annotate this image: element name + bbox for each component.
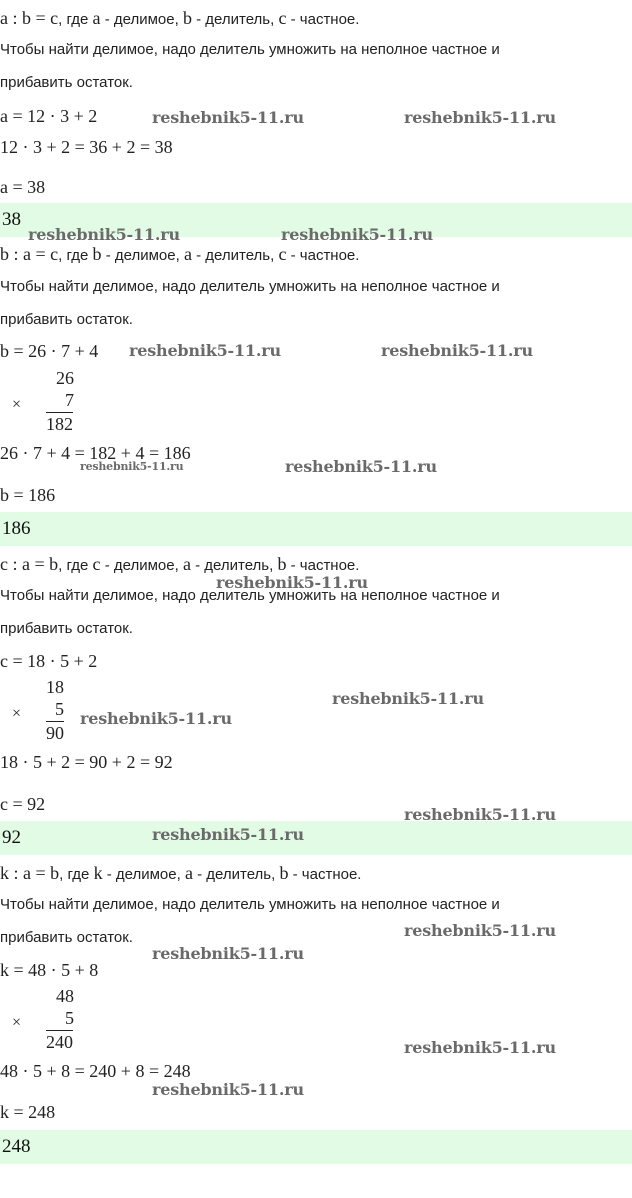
calculation: 26 · 7 + 4 = 182 + 4 = 186 [0,443,191,463]
answer-band [0,821,632,855]
rule-text-line-1: Чтобы найти делимое, надо делитель умножить на неполное частное и [0,587,500,604]
product: 182 [46,414,73,434]
rule-text-line-1: Чтобы найти делимое, надо делитель умножить на неполное частное и [0,278,500,295]
answer-value: 92 [2,827,21,848]
product: 240 [46,1032,73,1052]
definition-line: k : a = b, где k - делимое, a - делитель, b - частное. [0,863,362,883]
watermark: reshebnik5-11.ru [152,1080,304,1099]
rule-text-line-1: Чтобы найти делимое, надо делитель умножить на неполное частное и [0,41,500,58]
rule-text-line-2: прибавить остаток. [0,620,133,637]
watermark: reshebnik5-11.ru [216,573,368,592]
answer-value: 186 [2,518,31,539]
result: c = 92 [0,794,46,814]
calculation: 18 · 5 + 2 = 90 + 2 = 92 [0,752,173,772]
watermark: reshebnik5-11.ru [332,689,484,708]
watermark: reshebnik5-11.ru [404,1038,556,1057]
rule-text-line-2: прибавить остаток. [0,311,133,328]
calculation: 12 · 3 + 2 = 36 + 2 = 38 [0,137,173,157]
multiplicand: 48 [56,986,74,1006]
formula: a = 12 · 3 + 2 [0,106,98,126]
multiplicand: 26 [56,368,74,388]
product: 90 [46,723,64,743]
watermark: reshebnik5-11.ru [381,341,533,360]
definition-line: c : a = b, где c - делимое, a - делитель, b - частное. [0,554,360,574]
formula: b = 26 · 7 + 4 [0,341,99,361]
watermark: reshebnik5-11.ru [152,825,304,844]
definition-line: b : a = c, где b - делимое, a - делитель, c - частное. [0,244,360,264]
watermark: reshebnik5-11.ru [28,225,180,244]
answer-value: 248 [2,1136,31,1157]
watermark: reshebnik5-11.ru [404,921,556,940]
multiplier: 7 [65,390,74,410]
rule-text-line-2: прибавить остаток. [0,74,133,91]
watermark: reshebnik5-11.ru [80,460,184,473]
multiply-sign-icon: × [12,1014,22,1031]
watermark: reshebnik5-11.ru [152,944,304,963]
result: k = 248 [0,1102,56,1122]
multiplier: 5 [65,1008,74,1028]
answer-value: 38 [2,209,21,230]
multiply-sign-icon: × [12,396,22,413]
definition-line: a : b = c, где a - делимое, b - делитель, c - частное. [0,8,360,28]
calculation: 48 · 5 + 8 = 240 + 8 = 248 [0,1061,191,1081]
result: a = 38 [0,177,46,197]
watermark: reshebnik5-11.ru [404,108,556,127]
rule-text-line-1: Чтобы найти делимое, надо делитель умножить на неполное частное и [0,896,500,913]
multiplicand: 18 [46,677,64,697]
watermark: reshebnik5-11.ru [404,805,556,824]
rule-text-line-2: прибавить остаток. [0,929,133,946]
watermark: reshebnik5-11.ru [80,709,232,728]
answer-band [0,512,632,546]
multiplier: 5 [55,699,64,719]
watermark: reshebnik5-11.ru [281,225,433,244]
answer-band [0,1130,632,1164]
formula: k = 48 · 5 + 8 [0,960,99,980]
watermark: reshebnik5-11.ru [152,108,304,127]
watermark: reshebnik5-11.ru [285,457,437,476]
result: b = 186 [0,485,56,505]
multiply-sign-icon: × [12,705,22,722]
watermark: reshebnik5-11.ru [129,341,281,360]
formula: c = 18 · 5 + 2 [0,651,98,671]
